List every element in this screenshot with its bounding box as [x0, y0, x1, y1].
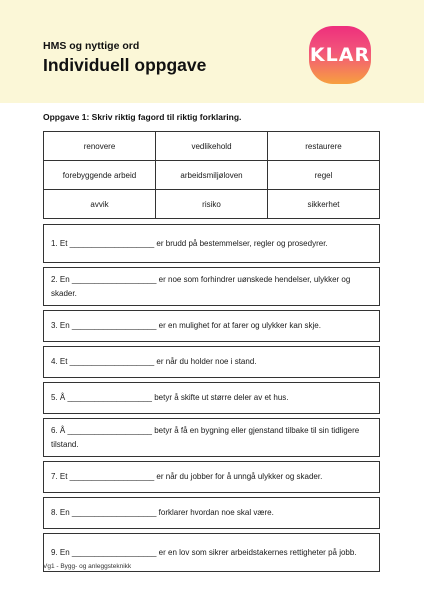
page-title: Individuell oppgave [43, 55, 207, 75]
answer-text: 3. En ___________________ er en mulighet for at farer og ulykker kan skje. [51, 321, 321, 330]
word-bank-cell: forebyggende arbeid [44, 161, 156, 190]
word-bank-row [44, 190, 380, 219]
page-subtitle: HMS og nyttige ord [43, 40, 140, 52]
answer-box [43, 461, 380, 493]
answer-box [43, 310, 380, 342]
answer-box [43, 267, 380, 306]
logo-text: KLAR [309, 44, 371, 66]
word-bank-cell: vedlikehold [156, 132, 268, 161]
footer-text: Vg1 - Bygg- og anleggsteknikk [43, 563, 132, 570]
answer-text: 9. En ___________________ er en lov som sikrer arbeidstakernes rettigheter på jobb. [51, 547, 357, 557]
word-bank-row [44, 161, 380, 190]
header-band [0, 0, 424, 103]
answer-text: 6. Å ___________________ betyr å få en bygning eller gjenstand tilbake til sin tidligere tilstand. [51, 425, 360, 449]
word-bank-table [43, 131, 380, 219]
klar-logo [309, 26, 371, 84]
task-heading: Oppgave 1: Skriv riktig fagord til riktig forklaring. [43, 112, 242, 122]
word-bank-cell: arbeidsmiljøloven [156, 161, 268, 190]
answer-list [43, 224, 380, 576]
answer-box [43, 497, 380, 529]
word-bank-cell: avvik [44, 190, 156, 219]
answer-box [43, 346, 380, 378]
word-bank-row [44, 132, 380, 161]
word-bank-cell: restaurere [268, 132, 380, 161]
word-bank-cell: risiko [156, 190, 268, 219]
answer-text: 7. Et ___________________ er når du jobber for å unngå ulykker og skader. [51, 472, 323, 481]
word-bank-cell: sikkerhet [268, 190, 380, 219]
answer-box [43, 224, 380, 263]
answer-text: 2. En ___________________ er noe som forhindrer uønskede hendelser, ulykker og skader. [51, 274, 351, 298]
word-bank-cell: regel [268, 161, 380, 190]
answer-text: 4. Et ___________________ er når du holder noe i stand. [51, 357, 257, 366]
answer-text: 8. En ___________________ forklarer hvordan noe skal være. [51, 508, 274, 517]
answer-text: 5. Å ___________________ betyr å skifte ut større deler av et hus. [51, 393, 289, 402]
answer-text: 1. Et ___________________ er brudd på bestemmelser, regler og prosedyrer. [51, 238, 328, 248]
answer-box [43, 382, 380, 414]
word-bank-cell: renovere [44, 132, 156, 161]
answer-box [43, 418, 380, 457]
